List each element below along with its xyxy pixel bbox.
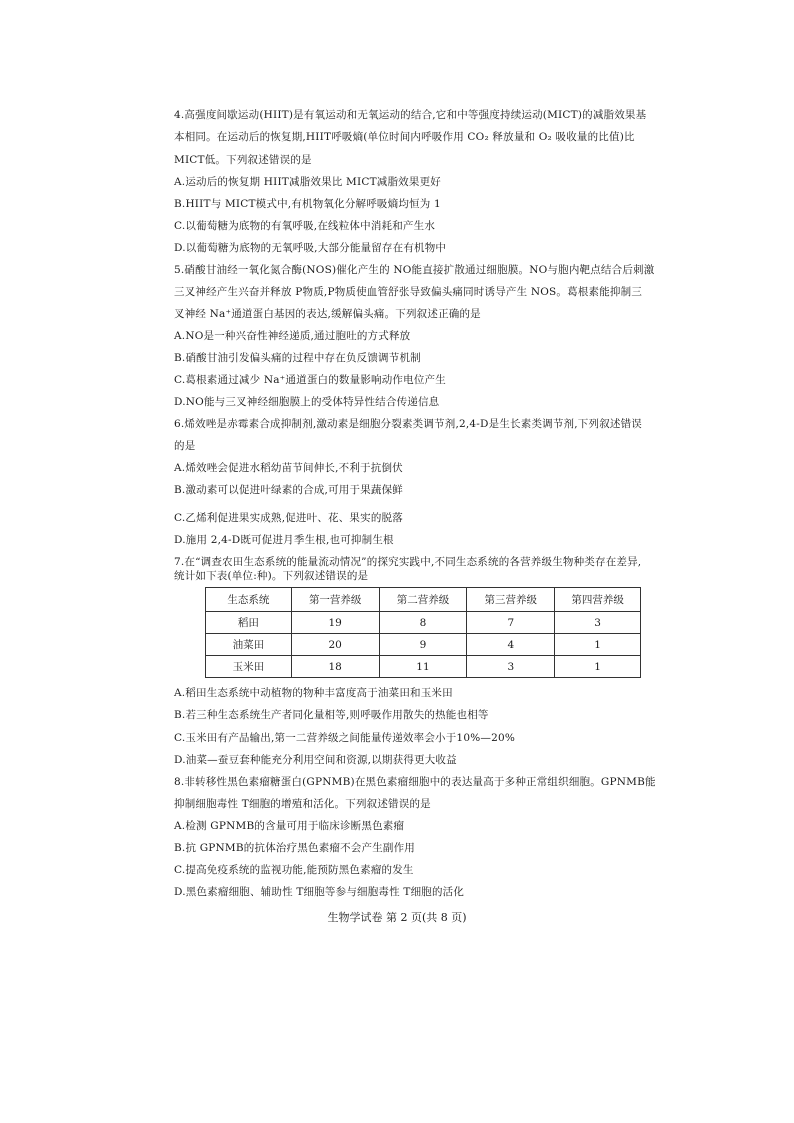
table-cell: 20 — [291, 634, 379, 656]
table-cell: 玉米田 — [206, 656, 292, 678]
question-6-stem-line-2: 的是 — [174, 440, 196, 452]
question-8-option-c: C.提高免疫系统的监视功能,能预防黑色素瘤的发生 — [174, 864, 414, 876]
table-header-cell: 生态系统 — [206, 588, 292, 612]
table-row — [206, 634, 641, 656]
table-cell: 4 — [467, 634, 555, 656]
question-5-option-a: A.NO是一种兴奋性神经递质,通过胞吐的方式释放 — [174, 330, 411, 342]
question-8-option-b: B.抗 GPNMB的抗体治疗黑色素瘤不会产生副作用 — [174, 842, 415, 854]
table-row — [206, 612, 641, 634]
table-cell: 稻田 — [206, 612, 292, 634]
question-4-stem-line-1: 4.高强度间歇运动(HIIT)是有氧运动和无氧运动的结合,它和中等强度持续运动(MICT)的减脂效果基 — [174, 109, 647, 121]
table-cell: 18 — [291, 656, 379, 678]
question-4-stem-line-2: 本相同。在运动后的恢复期,HIIT呼吸熵(单位时间内呼吸作用 CO₂ 释放量和 O₂ 吸收量的比值)比 — [174, 131, 635, 143]
question-5-option-d: D.NO能与三叉神经细胞膜上的受体特异性结合传递信息 — [174, 396, 440, 408]
page-footer: 生物学试卷 第 2 页(共 8 页) — [327, 911, 467, 924]
question-7-option-a: A.稻田生态系统中动植物的物种丰富度高于油菜田和玉米田 — [174, 687, 453, 699]
question-7-option-c: C.玉米田有产品输出,第一二营养级之间能量传递效率会小于10%—20% — [174, 732, 516, 744]
table-cell: 油菜田 — [206, 634, 292, 656]
table-header-cell: 第三营养级 — [467, 588, 555, 612]
table-cell: 11 — [379, 656, 467, 678]
question-6-option-d: D.施用 2,4-D既可促进月季生根,也可抑制生根 — [174, 534, 394, 546]
table-cell: 1 — [555, 656, 641, 678]
table-header-cell: 第二营养级 — [379, 588, 467, 612]
question-7-stem-line-1: 7.在“调查农田生态系统的能量流动情况”的探究实践中,不同生态系统的各营养级生物种类存在差异, — [174, 556, 642, 568]
question-6-stem-line-1: 6.烯效唑是赤霉素合成抑制剂,激动素是细胞分裂素类调节剂,2,4-D是生长素类调节剂,下列叙述错误 — [174, 418, 642, 430]
table-cell: 3 — [467, 656, 555, 678]
question-5-option-c: C.葛根素通过减少 Na⁺通道蛋白的数量影响动作电位产生 — [174, 374, 446, 386]
question-4-option-b: B.HIIT与 MICT模式中,有机物氧化分解呼吸熵均恒为 1 — [174, 198, 441, 210]
question-7-option-d: D.油菜—蚕豆套种能充分利用空间和资源,以期获得更大收益 — [174, 754, 457, 766]
question-6-option-b: B.激动素可以促进叶绿素的合成,可用于果蔬保鲜 — [174, 484, 403, 496]
question-7-stem-line-2: 统计如下表(单位:种)。下列叙述错误的是 — [174, 570, 369, 582]
question-6-option-c: C.乙烯利促进果实成熟,促进叶、花、果实的脱落 — [174, 512, 403, 524]
question-7-option-b: B.若三种生态系统生产者同化量相等,则呼吸作用散失的热能也相等 — [174, 709, 489, 721]
question-5-stem-line-3: 叉神经 Na⁺通道蛋白基因的表达,缓解偏头痛。下列叙述正确的是 — [174, 308, 481, 320]
table-cell: 19 — [291, 612, 379, 634]
question-4-option-c: C.以葡萄糖为底物的有氧呼吸,在线粒体中消耗和产生水 — [174, 220, 436, 232]
question-5-option-b: B.硝酸甘油引发偏头痛的过程中存在负反馈调节机制 — [174, 352, 421, 364]
table-cell: 9 — [379, 634, 467, 656]
table-cell: 7 — [467, 612, 555, 634]
table-cell: 1 — [555, 634, 641, 656]
question-8-option-d: D.黑色素瘤细胞、辅助性 T细胞等参与细胞毒性 T细胞的活化 — [174, 886, 465, 898]
table-header-cell: 第一营养级 — [291, 588, 379, 612]
question-8-stem-line-1: 8.非转移性黑色素瘤糖蛋白(GPNMB)在黑色素瘤细胞中的表达量高于多种正常组织细胞。GPNMB能 — [174, 776, 656, 788]
question-5-stem-line-1: 5.硝酸甘油经一氧化氮合酶(NOS)催化产生的 NO能直接扩散通过细胞膜。NO与胞内靶点结合后刺激 — [174, 264, 655, 276]
question-8-option-a: A.检测 GPNMB的含量可用于临床诊断黑色素瘤 — [174, 820, 405, 832]
question-4-option-d: D.以葡萄糖为底物的无氧呼吸,大部分能量留存在有机物中 — [174, 242, 447, 254]
table-header-cell: 第四营养级 — [555, 588, 641, 612]
question-8-stem-line-2: 抑制细胞毒性 T细胞的增殖和活化。下列叙述错误的是 — [174, 798, 431, 810]
table-cell: 8 — [379, 612, 467, 634]
table-cell: 3 — [555, 612, 641, 634]
table-row — [206, 656, 641, 678]
question-6-option-a: A.烯效唑会促进水稻幼苗节间伸长,不利于抗倒伏 — [174, 462, 403, 474]
question-4-option-a: A.运动后的恢复期 HIIT减脂效果比 MICT减脂效果更好 — [174, 176, 441, 188]
question-4-stem-line-3: MICT低。下列叙述错误的是 — [174, 154, 312, 166]
question-5-stem-line-2: 三叉神经产生兴奋并释放 P物质,P物质使血管舒张导致偏头痛同时诱导产生 NOS。葛根素能抑制三 — [174, 286, 643, 298]
table-header-row — [206, 588, 641, 612]
trophic-level-table — [205, 587, 641, 678]
